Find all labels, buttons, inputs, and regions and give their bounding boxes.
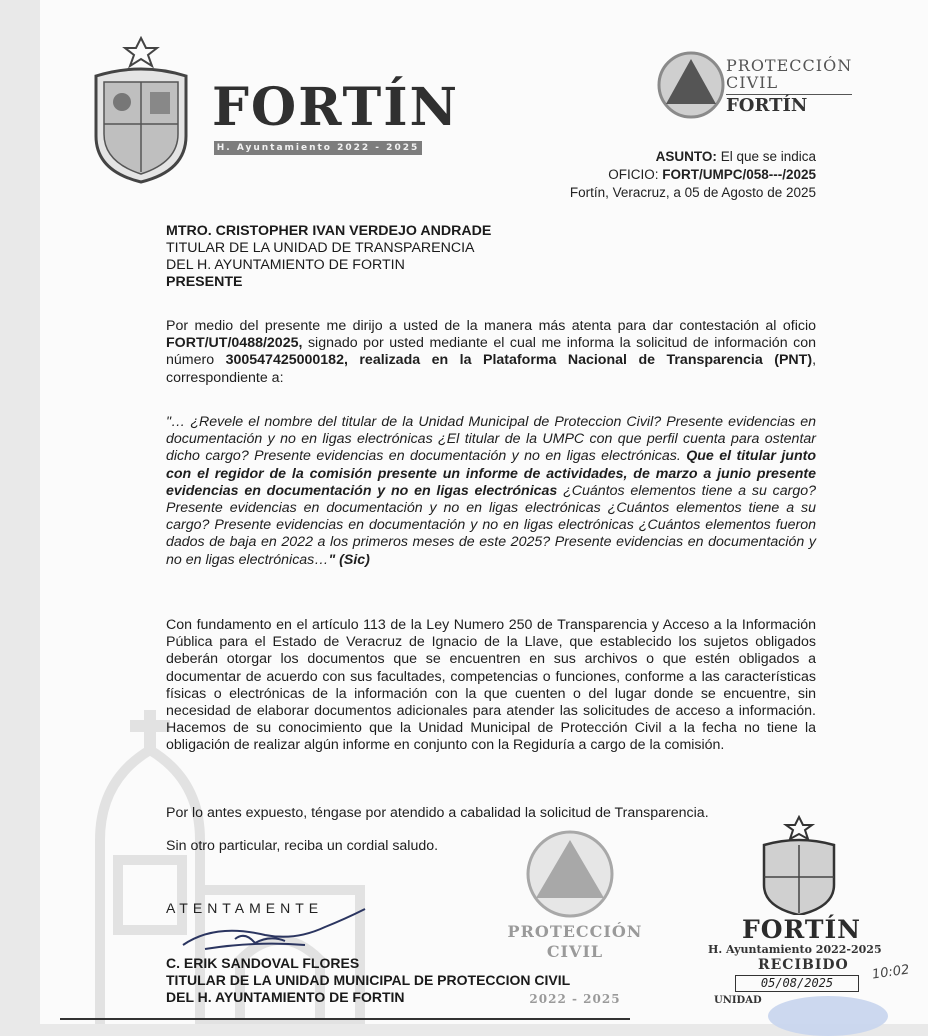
addressee-presente: PRESENTE (166, 274, 243, 290)
stamp-fortin-title: FORTÍN (742, 915, 862, 944)
asunto-label: ASUNTO: (655, 149, 717, 164)
quoted-request (166, 414, 816, 569)
stamp-fortin-subtitle: H. Ayuntamiento 2022-2025 (708, 943, 882, 956)
stamp-coat-of-arms (704, 815, 894, 915)
proteccion-civil-stamp (500, 826, 650, 1011)
quote-sic: " (Sic) (328, 551, 370, 568)
stamp-unit: UNIDAD (714, 995, 762, 1006)
document-meta (570, 148, 816, 202)
p1-text-e: , correspondiente a: (166, 352, 817, 386)
brand-title: FORTÍN (212, 77, 460, 138)
signer-name: C. ERIK SANDOVAL FLORES (166, 955, 360, 971)
pc-line3: FORTÍN (726, 94, 852, 116)
proteccion-civil-logo (656, 50, 726, 120)
stamp-pc-line1: PROTECCIÓN (507, 922, 643, 941)
stamp-pc-line2: CIVIL (546, 942, 604, 961)
p1-oficio-ref: FORT/UT/0488/2025, (166, 335, 303, 352)
p1-text-a: Por medio del presente me dirijo a usted de la manera más atenta para dar contestación al oficio (166, 318, 816, 334)
addressee-name: MTRO. CRISTOPHER IVAN VERDEJO ANDRADE (166, 223, 492, 239)
pc-line1: PROTECCIÓN (726, 56, 853, 75)
blur-overlay (768, 996, 888, 1036)
quote-text-a: "… ¿Revele el nombre del titular de la Unidad Municipal de Proteccion Civil? Presente evidencias en documentación y no en ligas electrónicas ¿El titular de la UMPC con que perfil cuenta para ostentar dicho cargo? Presente evidencias en documentación y no en ligas electrónicas. (166, 414, 816, 465)
addressee-org: DEL H. AYUNTAMIENTO DE FORTIN (166, 257, 405, 273)
oficio-label: OFICIO: (608, 167, 663, 182)
pc-line2: CIVIL (726, 72, 779, 92)
proteccion-civil-label (726, 58, 852, 115)
p1-request-number: 300547425000182, realizada en la Plataforma Nacional de Transparencia (PNT) (225, 352, 813, 369)
stamp-pc-line3: 2022 - 2025 (529, 992, 621, 1006)
fortin-coat-of-arms (86, 36, 196, 184)
quote-text-c: ¿Cuántos elementos tiene a su cargo? Presente evidencias en documentación y no en ligas electrónicas ¿Cuántos elementos tiene a su cargo? Presente evidencias en documentación y no en ligas electrónicas ¿Cuántos elementos fueron dados de baja en 2022 a los primeros meses de este 2025? Presente evidencias en documentación y no en ligas electrónicas… (166, 482, 816, 568)
stamp-date: 05/08/2025 (735, 975, 859, 992)
paragraph-conclusion: Por lo antes expuesto, téngase por atendido a cabalidad la solicitud de Transparencia. (166, 805, 709, 821)
p1-text-c: signado por usted mediante el cual me informa la solicitud de información con número (166, 335, 816, 369)
signer-org: DEL H. AYUNTAMIENTO DE FORTIN (166, 989, 405, 1005)
addressee-block (166, 223, 491, 291)
brand-subtitle: H. Ayuntamiento 2022 - 2025 (214, 141, 422, 155)
footer-rule (60, 1018, 630, 1020)
signer-title: TITULAR DE LA UNIDAD MUNICIPAL DE PROTECCION CIVIL (166, 972, 571, 988)
stamp-triangle-icon (500, 826, 650, 926)
quote-bold: Que el titular junto con el regidor de la comisión presente un informe de actividades, de marzo a junio presente evidencias en documentación y no en ligas electrónicas (166, 448, 816, 499)
stamp-time: 10:02 (871, 962, 911, 983)
asunto-value: El que se indica (716, 149, 816, 164)
oficio-value: FORT/UMPC/058---/2025 (662, 167, 816, 182)
place-date: Fortín, Veracruz, a 05 de Agosto de 2025 (569, 185, 816, 200)
received-stamp (704, 815, 911, 1020)
paragraph-intro (166, 318, 816, 387)
addressee-title: TITULAR DE LA UNIDAD DE TRANSPARENCIA (166, 240, 475, 256)
stamp-received: RECIBIDO (758, 957, 849, 973)
paragraph-farewell: Sin otro particular, reciba un cordial saludo. (166, 838, 439, 854)
atentamente-label: ATENTAMENTE (166, 900, 324, 916)
paragraph-legal-basis: Con fundamento en el artículo 113 de la Ley Numero 250 de Transparencia y Acceso a la Información Pública para el Estado de Veracruz de Ignacio de la Llave, que establecido los sujetos obligados deberán otorgar los documentos que se encuentren en sus archivos o que estén obligados a documentar de acuerdo con sus facultades, competencias o funciones, conforme a las características físicas o electrónicas de la información con la que cuenten o del lugar donde se encuentre, sin necesidad de elaborar documentos adicionales para atender las solicitudes de acceso a información. Hacemos de su conocimiento que la Unidad Municipal de Protección Civil a la fecha no tiene la obligación de realizar algún informe en conjunto con la Regiduría a cargo de la comisión. (166, 617, 816, 754)
